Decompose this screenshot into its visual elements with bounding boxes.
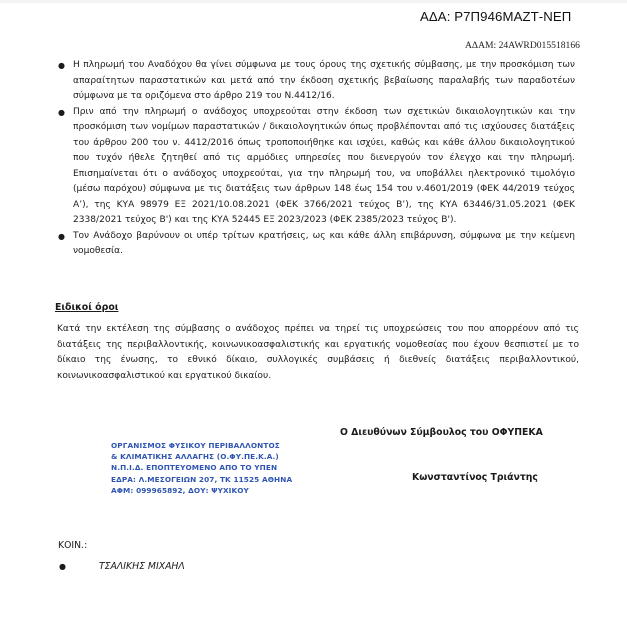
stamp-line: & ΚΛΙΜΑΤΙΚΗΣ ΑΛΛΑΓΗΣ (Ο.ΦΥ.ΠΕ.Κ.Α.) <box>111 452 279 462</box>
signer-title: Ο Διευθύνων Σύμβουλος του ΟΦΥΠΕΚΑ <box>340 427 543 438</box>
list-item <box>0 58 575 105</box>
page-top-edge <box>0 0 627 3</box>
payment-term-text: Πριν από την πληρωμή ο ανάδοχος υποχρεούται στην έκδοση των σχετικών δικαιολογητικών και την προσκόμιση των νομίμων παραστατικών / δικαιολογητικών όπως προβλέπονται από τις ισχύουσες διατάξεις του άρθρου 200 του ν. 4412/2016 όπως τροποποιήθηκε και ισχύει, καθώς και κάθε άλλου δικαιολογητικού που τυχόν ήθελε ζητηθεί από τις αρμόδιες υπηρεσίες που διενεργούν τον έλεγχο και την πληρωμή. Επισημαίνεται ότι ο ανάδοχος υποχρεούται, για την πληρωμή του, να υποβάλλει ηλεκτρονικό τιμολόγιο (μέσω παρόχου) σύμφωνα με τις διατάξεις των άρθρων 148 έως 154 του ν.4601/2019 (ΦΕΚ 44/2019 τεύχος Α’), της ΚΥΑ 98979 ΕΞ 2021/10.08.2021 (ΦΕΚ 3766/2021 τεύχος Β’), της ΚΥΑ 63446/31.05.2021 (ΦΕΚ 2338/2021 τεύχος Β') και της ΚΥΑ 52445 ΕΞ 2023/2023 (ΦΕΚ 2385/2023 τεύχος Β'). <box>73 106 575 225</box>
cc-recipient: ΤΣΑΛΙΚΗΣ ΜΙΧΑΗΛ <box>99 561 185 572</box>
payment-term-text: Η πληρωμή του Αναδόχου θα γίνει σύμφωνα με τους όρους της σχετικής σύμβασης, με την προσκόμιση των απαραίτητων παραστατικών και μετά από την έκδοση σχετικής βεβαίωσης παραλαβής των παραδοτέων σύμφωνα με τα οριζόμενα στο άρθρο 219 του Ν.4412/16. <box>73 60 575 101</box>
bullet-icon: ● <box>58 107 65 117</box>
list-item <box>0 105 575 229</box>
adam-code: ΑΔΑΜ: 24AWRD015518166 <box>465 40 580 51</box>
special-terms-heading: Ειδικοί όροι <box>55 302 119 313</box>
stamp-line: ΕΔΡΑ: Λ.ΜΕΣΟΓΕΙΩΝ 207, ΤΚ 11525 ΑΘΗΝΑ <box>111 474 293 484</box>
payment-terms-list <box>0 58 627 260</box>
stamp-line: ΑΦΜ: 099965892, ΔΟΥ: ΨΥΧΙΚΟΥ <box>111 485 249 495</box>
bullet-icon: ● <box>58 231 65 241</box>
cc-label: ΚΟΙΝ.: <box>58 540 88 551</box>
payment-term-text: Τον Ανάδοχο βαρύνουν οι υπέρ τρίτων κρατήσεις, ως και κάθε άλλη επιβάρυνση, σύμφωνα με την κείμενη νομοθεσία. <box>73 230 575 256</box>
stamp-line: Ν.Π.Ι.Δ. ΕΠΟΠΤΕΥΟΜΕΝΟ ΑΠΟ ΤΟ ΥΠΕΝ <box>111 463 278 473</box>
stamp-line: ΟΡΓΑΝΙΣΜΟΣ ΦΥΣΙΚΟΥ ΠΕΡΙΒΑΛΛΟΝΤΟΣ <box>111 441 280 450</box>
bullet-icon: ● <box>58 61 65 70</box>
bullet-icon: ● <box>59 562 66 571</box>
special-terms-body: Κατά την εκτέλεση της σύμβασης ο ανάδοχος πρέπει να τηρεί τις υποχρεώσεις του που απορρέουν από τις διατάξεις της περιβαλλοντικής, κοινωνικοασφαλιστικής και εργατικής νομοθεσίας που έχουν θεσπιστεί με το δίκαιο της ένωσης, το εθνικό δίκαιο, συλλογικές συμβάσεις ή διεθνείς διατάξεις περιβαλλοντικού, κοινωνικοασφαλιστικού και εργατικού δικαίου. <box>57 324 579 381</box>
ada-code: ΑΔΑ: Ρ7Π946ΜΑΖΤ-ΝΕΠ <box>420 9 572 24</box>
list-item <box>0 229 575 260</box>
signer-name: Κωνσταντίνος Τριάντης <box>412 472 538 483</box>
organization-stamp <box>111 440 292 496</box>
